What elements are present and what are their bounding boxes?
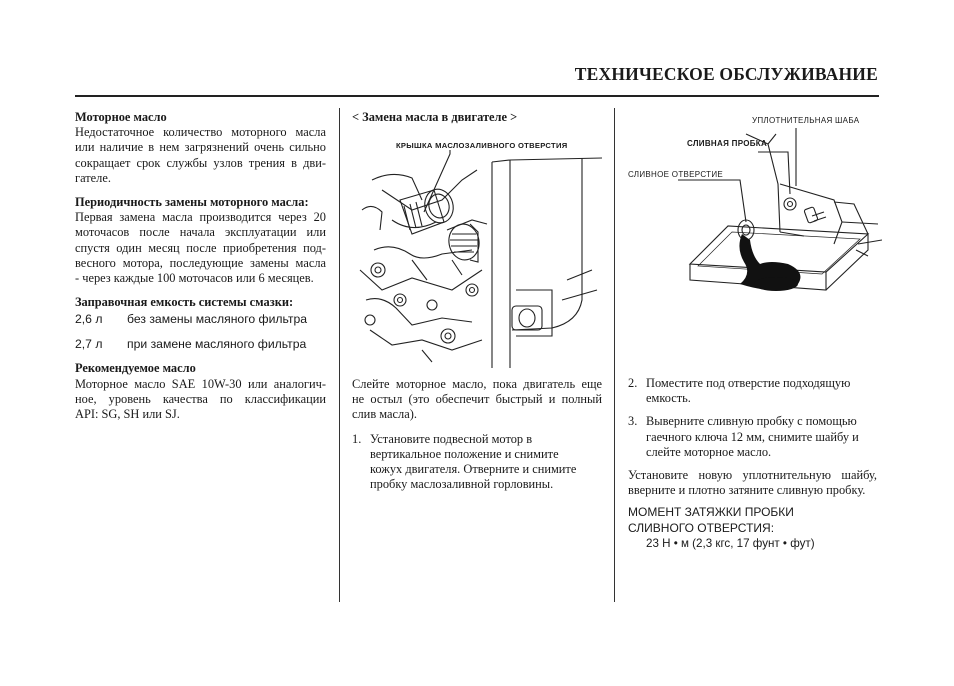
text-line: МОМЕНТ ЗАТЯЖКИ ПРОБКИ — [628, 505, 794, 520]
capacity-value: 2,6 л — [75, 312, 103, 327]
step-3 — [628, 414, 877, 460]
text-line: или наличие в нем загрязнений очень сильно — [75, 140, 326, 155]
text-line: емкость. — [646, 391, 691, 406]
text-line: сокращает срок службы узлов трения в дви- — [75, 155, 326, 170]
title-divider — [75, 95, 879, 97]
text-line: вертикальное положение и снимите — [370, 446, 559, 461]
text-line: API: SG, SH или SJ. — [75, 407, 180, 422]
text-line: не остыл (это обеспечит быстрый и полный — [352, 392, 602, 407]
text-line: ное, уровень качества по классификации — [75, 391, 326, 406]
text-line: Установите подвесной мотор в — [370, 431, 533, 446]
text-line: гаечного ключа 12 мм, снимите шайбу и — [646, 429, 859, 444]
oil-change-heading: < Замена масла в двигателе > — [352, 110, 518, 124]
oil-drain-illustration — [628, 124, 882, 330]
step-text — [646, 376, 850, 406]
recommended-oil-paragraph — [75, 377, 326, 423]
figure-label-sealing-washer: УПЛОТНИТЕЛЬНАЯ ШАБА — [752, 116, 860, 125]
column-2 — [352, 377, 602, 492]
text-line: моточасов после начала эксплуатации или — [75, 225, 326, 240]
step-number: 3. — [628, 414, 638, 429]
figure-label-drain-hole: СЛИВНОЕ ОТВЕРСТИЕ — [628, 170, 724, 179]
text-line: Недостаточное количество моторного масла — [75, 125, 326, 140]
step-number: 2. — [628, 376, 638, 390]
column-3 — [628, 376, 877, 551]
capacity-label: при замене масляного фильтра — [127, 337, 307, 352]
section-heading-recommended-oil: Рекомендуемое масло — [75, 361, 196, 376]
text-line: слейте моторное масло. — [646, 444, 772, 459]
text-line: пробку маслозаливной горловины. — [370, 477, 554, 492]
engine-oil-paragraph — [75, 125, 326, 186]
section-heading-oil-capacity: Заправочная емкость системы смазки: — [75, 295, 294, 310]
text-line: СЛИВНОГО ОТВЕРСТИЯ: — [628, 520, 775, 535]
text-line: спустя один месяц после приобретения под- — [75, 240, 326, 255]
torque-spec — [628, 505, 877, 551]
section-heading-engine-oil: Моторное масло — [75, 110, 167, 124]
text-line: - через каждые 100 моточасов или 6 месяцев. — [75, 271, 314, 286]
torque-value: 23 Н • м (2,3 кгс, 17 фунт • фут) — [646, 536, 815, 550]
capacity-value: 2,7 л — [75, 337, 103, 352]
capacity-row — [75, 337, 326, 352]
text-line: весного мотора, последующие замены масла — [75, 255, 326, 270]
text-line: Первая замена масла производится через 20 — [75, 210, 326, 225]
text-line: слив масла). — [352, 407, 417, 422]
interval-paragraph — [75, 210, 326, 286]
capacity-row — [75, 312, 326, 327]
text-line: кожух двигателя. Отверните и снимите — [370, 462, 577, 477]
drain-intro-paragraph — [352, 377, 602, 423]
column-divider-left — [339, 108, 340, 602]
text-line: Выверните сливную пробку с помощью — [646, 414, 857, 429]
step-text — [646, 414, 859, 460]
engine-filler-cap-illustration — [352, 150, 602, 368]
step-1 — [352, 432, 602, 493]
capacity-label: без замены масляного фильтра — [127, 312, 308, 327]
text-line: Установите новую уплотнительную шайбу, — [628, 468, 877, 483]
install-paragraph — [628, 468, 877, 498]
text-line: Моторное масло SAE 10W-30 или аналогич- — [75, 376, 326, 391]
text-line: вверните и плотно затяните сливную пробку. — [628, 483, 866, 498]
step-number: 1. — [352, 431, 362, 446]
step-text — [370, 432, 576, 493]
text-line: Поместите под отверстие подходящую — [646, 376, 851, 390]
column-divider-right — [614, 108, 615, 602]
page-title: ТЕХНИЧЕСКОЕ ОБСЛУЖИВАНИЕ — [574, 64, 878, 84]
figure-label-filler-cap: КРЫШКА МАСЛОЗАЛИВНОГО ОТВЕРСТИЯ — [396, 141, 568, 150]
step-2 — [628, 376, 877, 406]
figure-label-drain-plug: СЛИВНАЯ ПРОБКА — [687, 139, 768, 148]
text-line: гателе. — [75, 170, 111, 185]
section-heading-oil-change-interval: Периодичность замены моторного масла: — [75, 195, 309, 210]
column-1 — [75, 110, 326, 422]
text-line: Слейте моторное масло, пока двигатель еще — [352, 377, 602, 391]
